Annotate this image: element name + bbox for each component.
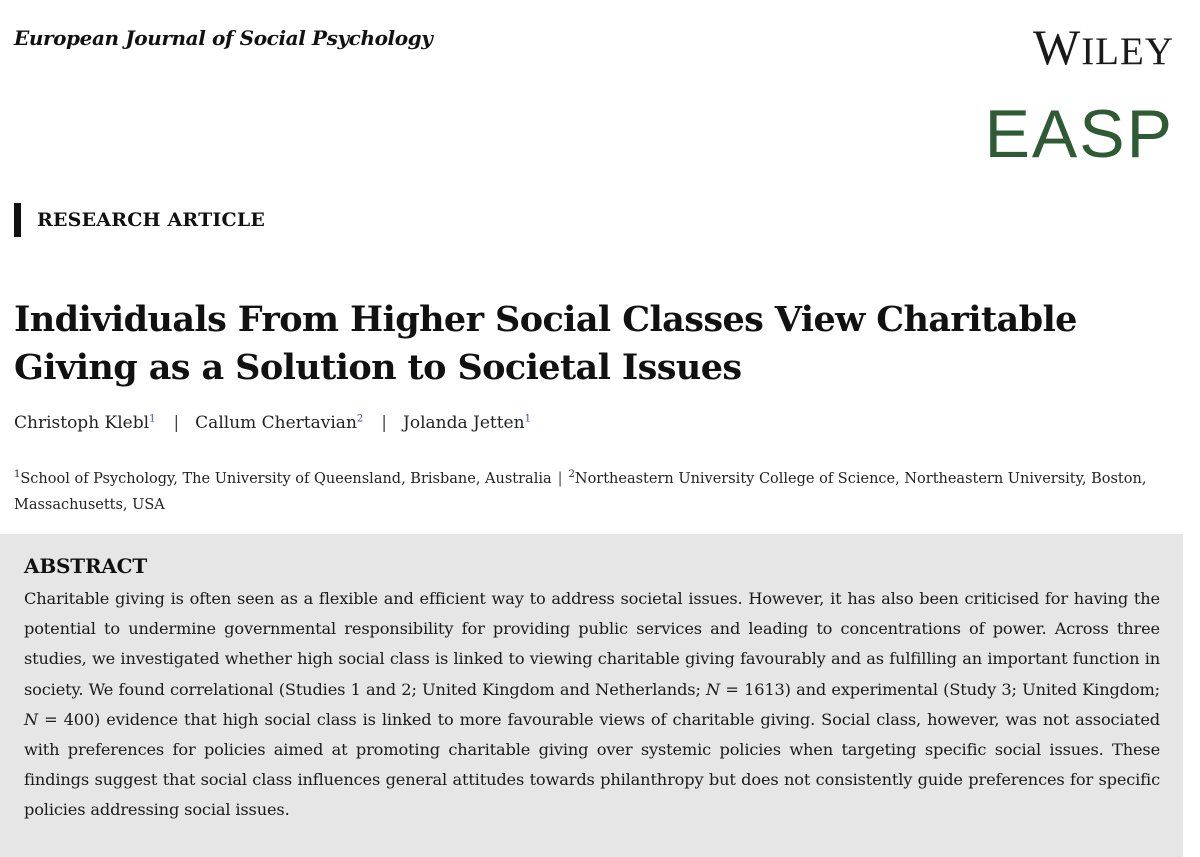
- wiley-logo[interactable]: WILEY: [1032, 19, 1174, 75]
- affiliation-id: 2: [568, 469, 575, 480]
- easp-logo[interactable]: EASP: [984, 96, 1174, 172]
- affiliation-separator: |: [557, 470, 563, 487]
- article-title: Individuals From Higher Social Classes View Charitable Giving as a Solution to Societal Issues: [14, 299, 1077, 388]
- author-name[interactable]: Christoph Klebl: [14, 413, 150, 433]
- abstract-section: [0, 534, 1183, 857]
- affiliation-text: Northeastern University College of Science, Northeastern University, Boston, Massachusetts, USA: [14, 470, 1147, 513]
- author-separator: |: [381, 413, 388, 433]
- affiliation-list: [14, 462, 1174, 518]
- article-type-label: RESEARCH ARTICLE: [37, 209, 266, 231]
- author-affiliation-ref[interactable]: 2: [356, 413, 364, 425]
- affiliation-id: 1: [14, 469, 21, 480]
- article-type-bar: [14, 203, 21, 237]
- journal-name[interactable]: European Journal of Social Psychology: [14, 26, 433, 50]
- author-separator: |: [173, 413, 180, 433]
- author-affiliation-ref[interactable]: 1: [149, 413, 156, 425]
- abstract-heading: ABSTRACT: [24, 554, 148, 578]
- abstract-text: Charitable giving is often seen as a flexible and efficient way to address societal issues. However, it has also been criticised for having the potential to undermine governmental responsibility for providing public services and leading to concentrations of power. Across three studies, we investigated whether high social class is linked to viewing charitable giving favourably and as fulfilling an important function in society. We found correlational (Studies 1 and 2; United Kingdom and Netherlands; N = 1613) and experimental (Study 3; United Kingdom; N = 400) evidence that high social class is linked to more favourable views of charitable giving. Social class, however, was not associated with preferences for policies aimed at promoting charitable giving over systemic policies when targeting specific social issues. These findings suggest that social class influences general attitudes towards philanthropy but does not consistently guide preferences for specific policies addressing social issues.: [24, 589, 1160, 820]
- author-name[interactable]: Callum Chertavian: [195, 413, 357, 433]
- author-list: [14, 413, 531, 433]
- affiliation-text: School of Psychology, The University of Queensland, Brisbane, Australia: [20, 470, 552, 487]
- article-type: [14, 203, 265, 237]
- author-name[interactable]: Jolanda Jetten: [403, 413, 525, 433]
- author-affiliation-ref[interactable]: 1: [524, 413, 531, 425]
